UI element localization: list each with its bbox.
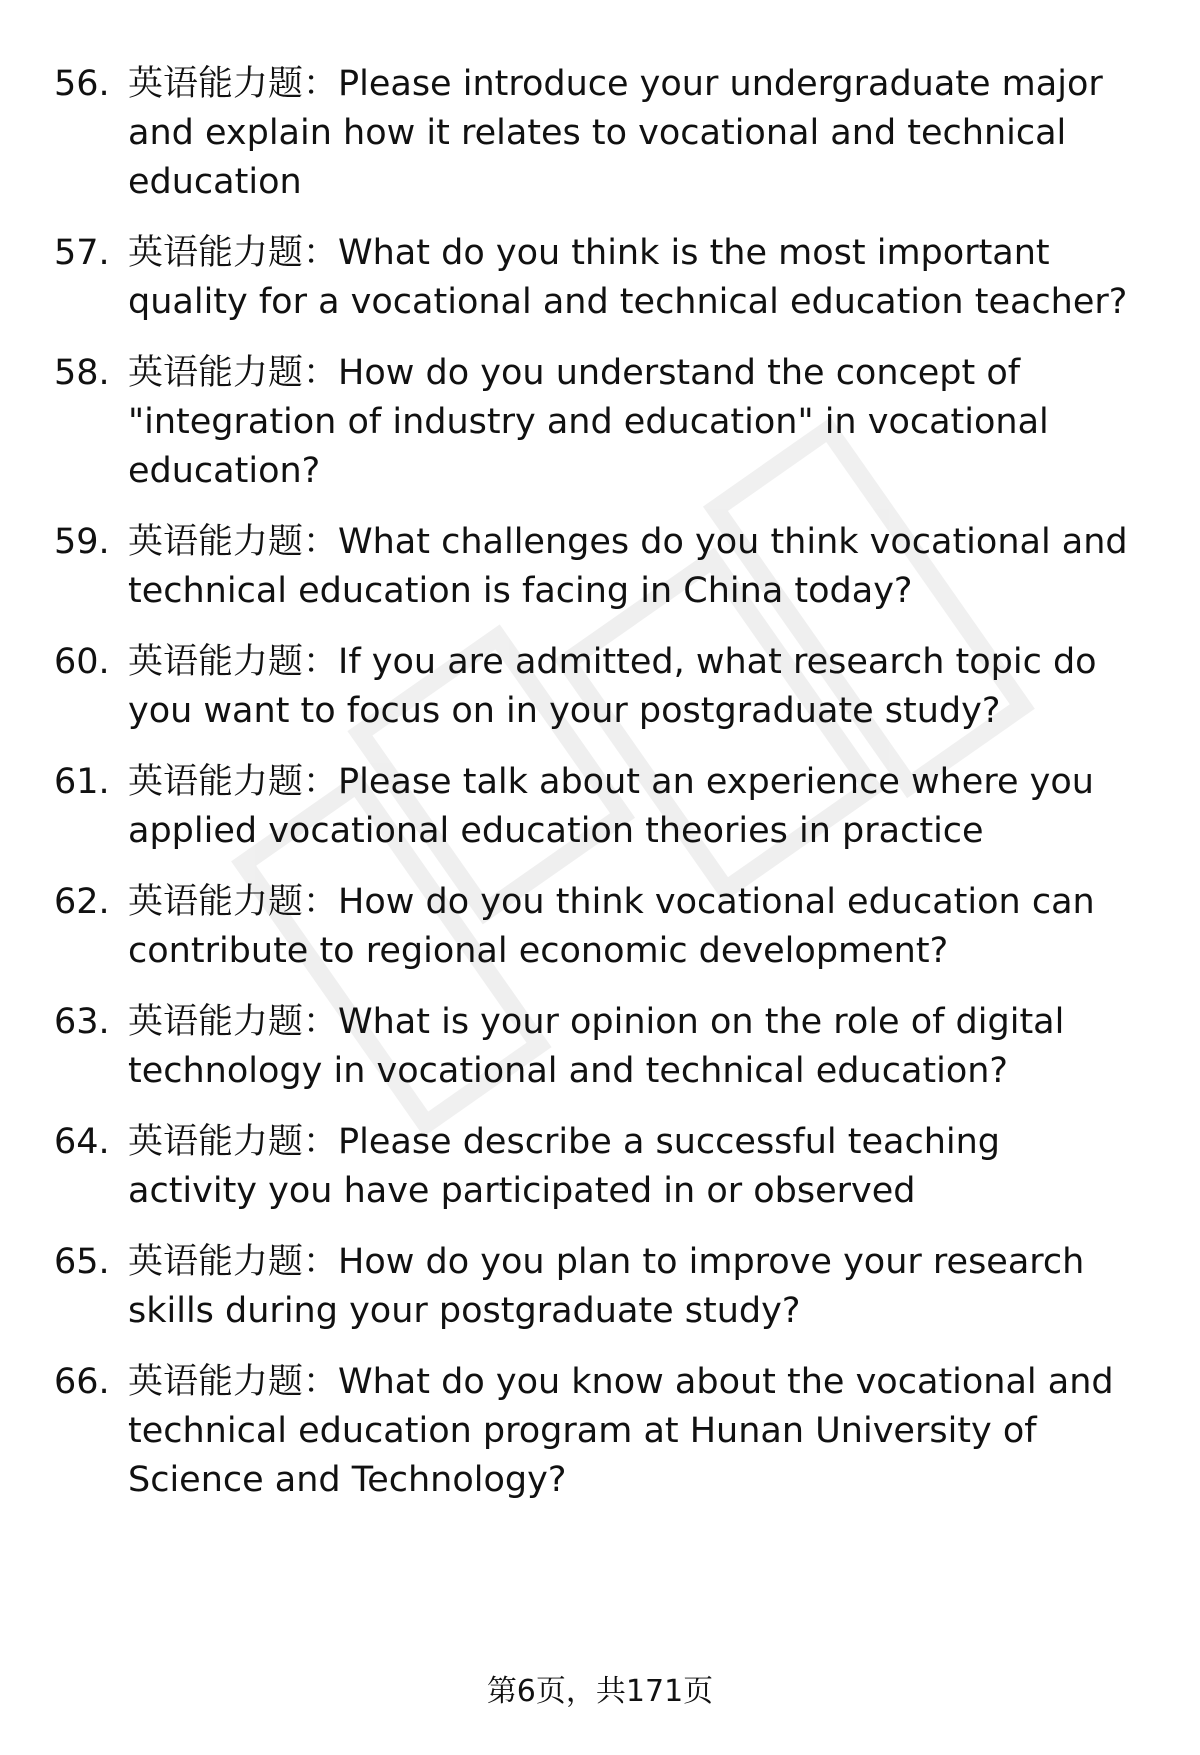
question-item <box>0 349 1200 496</box>
question-number: 59. <box>54 522 110 562</box>
question-body <box>128 229 1140 327</box>
question-item <box>0 518 1200 616</box>
question-text: Please describe a successful teaching activity you have participated in or observed <box>128 1122 1001 1211</box>
question-label: 英语能力题： <box>128 1362 339 1402</box>
question-label: 英语能力题： <box>128 1002 339 1042</box>
question-body <box>128 1238 1140 1336</box>
question-text: How do you plan to improve your research skills during your postgraduate study? <box>128 1242 1085 1331</box>
question-number: 57. <box>54 233 110 273</box>
question-item <box>0 1358 1200 1505</box>
question-text: Please introduce your undergraduate major and explain how it relates to vocational and technical education <box>128 64 1103 202</box>
question-text: What do you know about the vocational and technical education program at Hunan University of Science and Technology? <box>128 1362 1114 1500</box>
question-number: 61. <box>54 762 110 802</box>
question-body <box>128 638 1140 736</box>
question-number: 63. <box>54 1002 110 1042</box>
question-text: Please talk about an experience where you applied vocational education theories in practice <box>128 762 1094 851</box>
question-text: What do you think is the most important quality for a vocational and technical education teacher? <box>128 233 1128 322</box>
question-body <box>128 60 1140 207</box>
question-number: 64. <box>54 1122 110 1162</box>
question-body <box>128 1358 1140 1505</box>
question-number: 65. <box>54 1242 110 1282</box>
question-number: 56. <box>54 64 110 104</box>
question-label: 英语能力题： <box>128 762 339 802</box>
question-item <box>0 878 1200 976</box>
question-list <box>0 60 1200 1527</box>
question-body <box>128 998 1140 1096</box>
question-number: 60. <box>54 642 110 682</box>
question-item <box>0 1238 1200 1336</box>
question-body <box>128 349 1140 496</box>
question-label: 英语能力题： <box>128 882 339 922</box>
question-label: 英语能力题： <box>128 353 339 393</box>
question-item <box>0 758 1200 856</box>
question-number: 58. <box>54 353 110 393</box>
question-text: How do you understand the concept of "integration of industry and education" in vocational education? <box>128 353 1049 491</box>
question-number: 66. <box>54 1362 110 1402</box>
question-body <box>128 1118 1140 1216</box>
question-number: 62. <box>54 882 110 922</box>
question-item <box>0 229 1200 327</box>
question-text: If you are admitted, what research topic do you want to focus on in your postgraduate study? <box>128 642 1097 731</box>
question-label: 英语能力题： <box>128 64 339 104</box>
question-item <box>0 60 1200 207</box>
question-text: How do you think vocational education can contribute to regional economic development? <box>128 882 1095 971</box>
question-label: 英语能力题： <box>128 522 339 562</box>
question-body <box>128 878 1140 976</box>
question-item <box>0 638 1200 736</box>
question-body <box>128 758 1140 856</box>
question-text: What challenges do you think vocational and technical education is facing in China today? <box>128 522 1128 611</box>
question-label: 英语能力题： <box>128 1242 339 1282</box>
question-body <box>128 518 1140 616</box>
question-item <box>0 1118 1200 1216</box>
page-indicator: 第6页，共171页 <box>486 1674 714 1709</box>
question-text: What is your opinion on the role of digital technology in vocational and technical education? <box>128 1002 1065 1091</box>
question-item <box>0 998 1200 1096</box>
question-label: 英语能力题： <box>128 642 339 682</box>
question-label: 英语能力题： <box>128 233 339 273</box>
question-label: 英语能力题： <box>128 1122 339 1162</box>
